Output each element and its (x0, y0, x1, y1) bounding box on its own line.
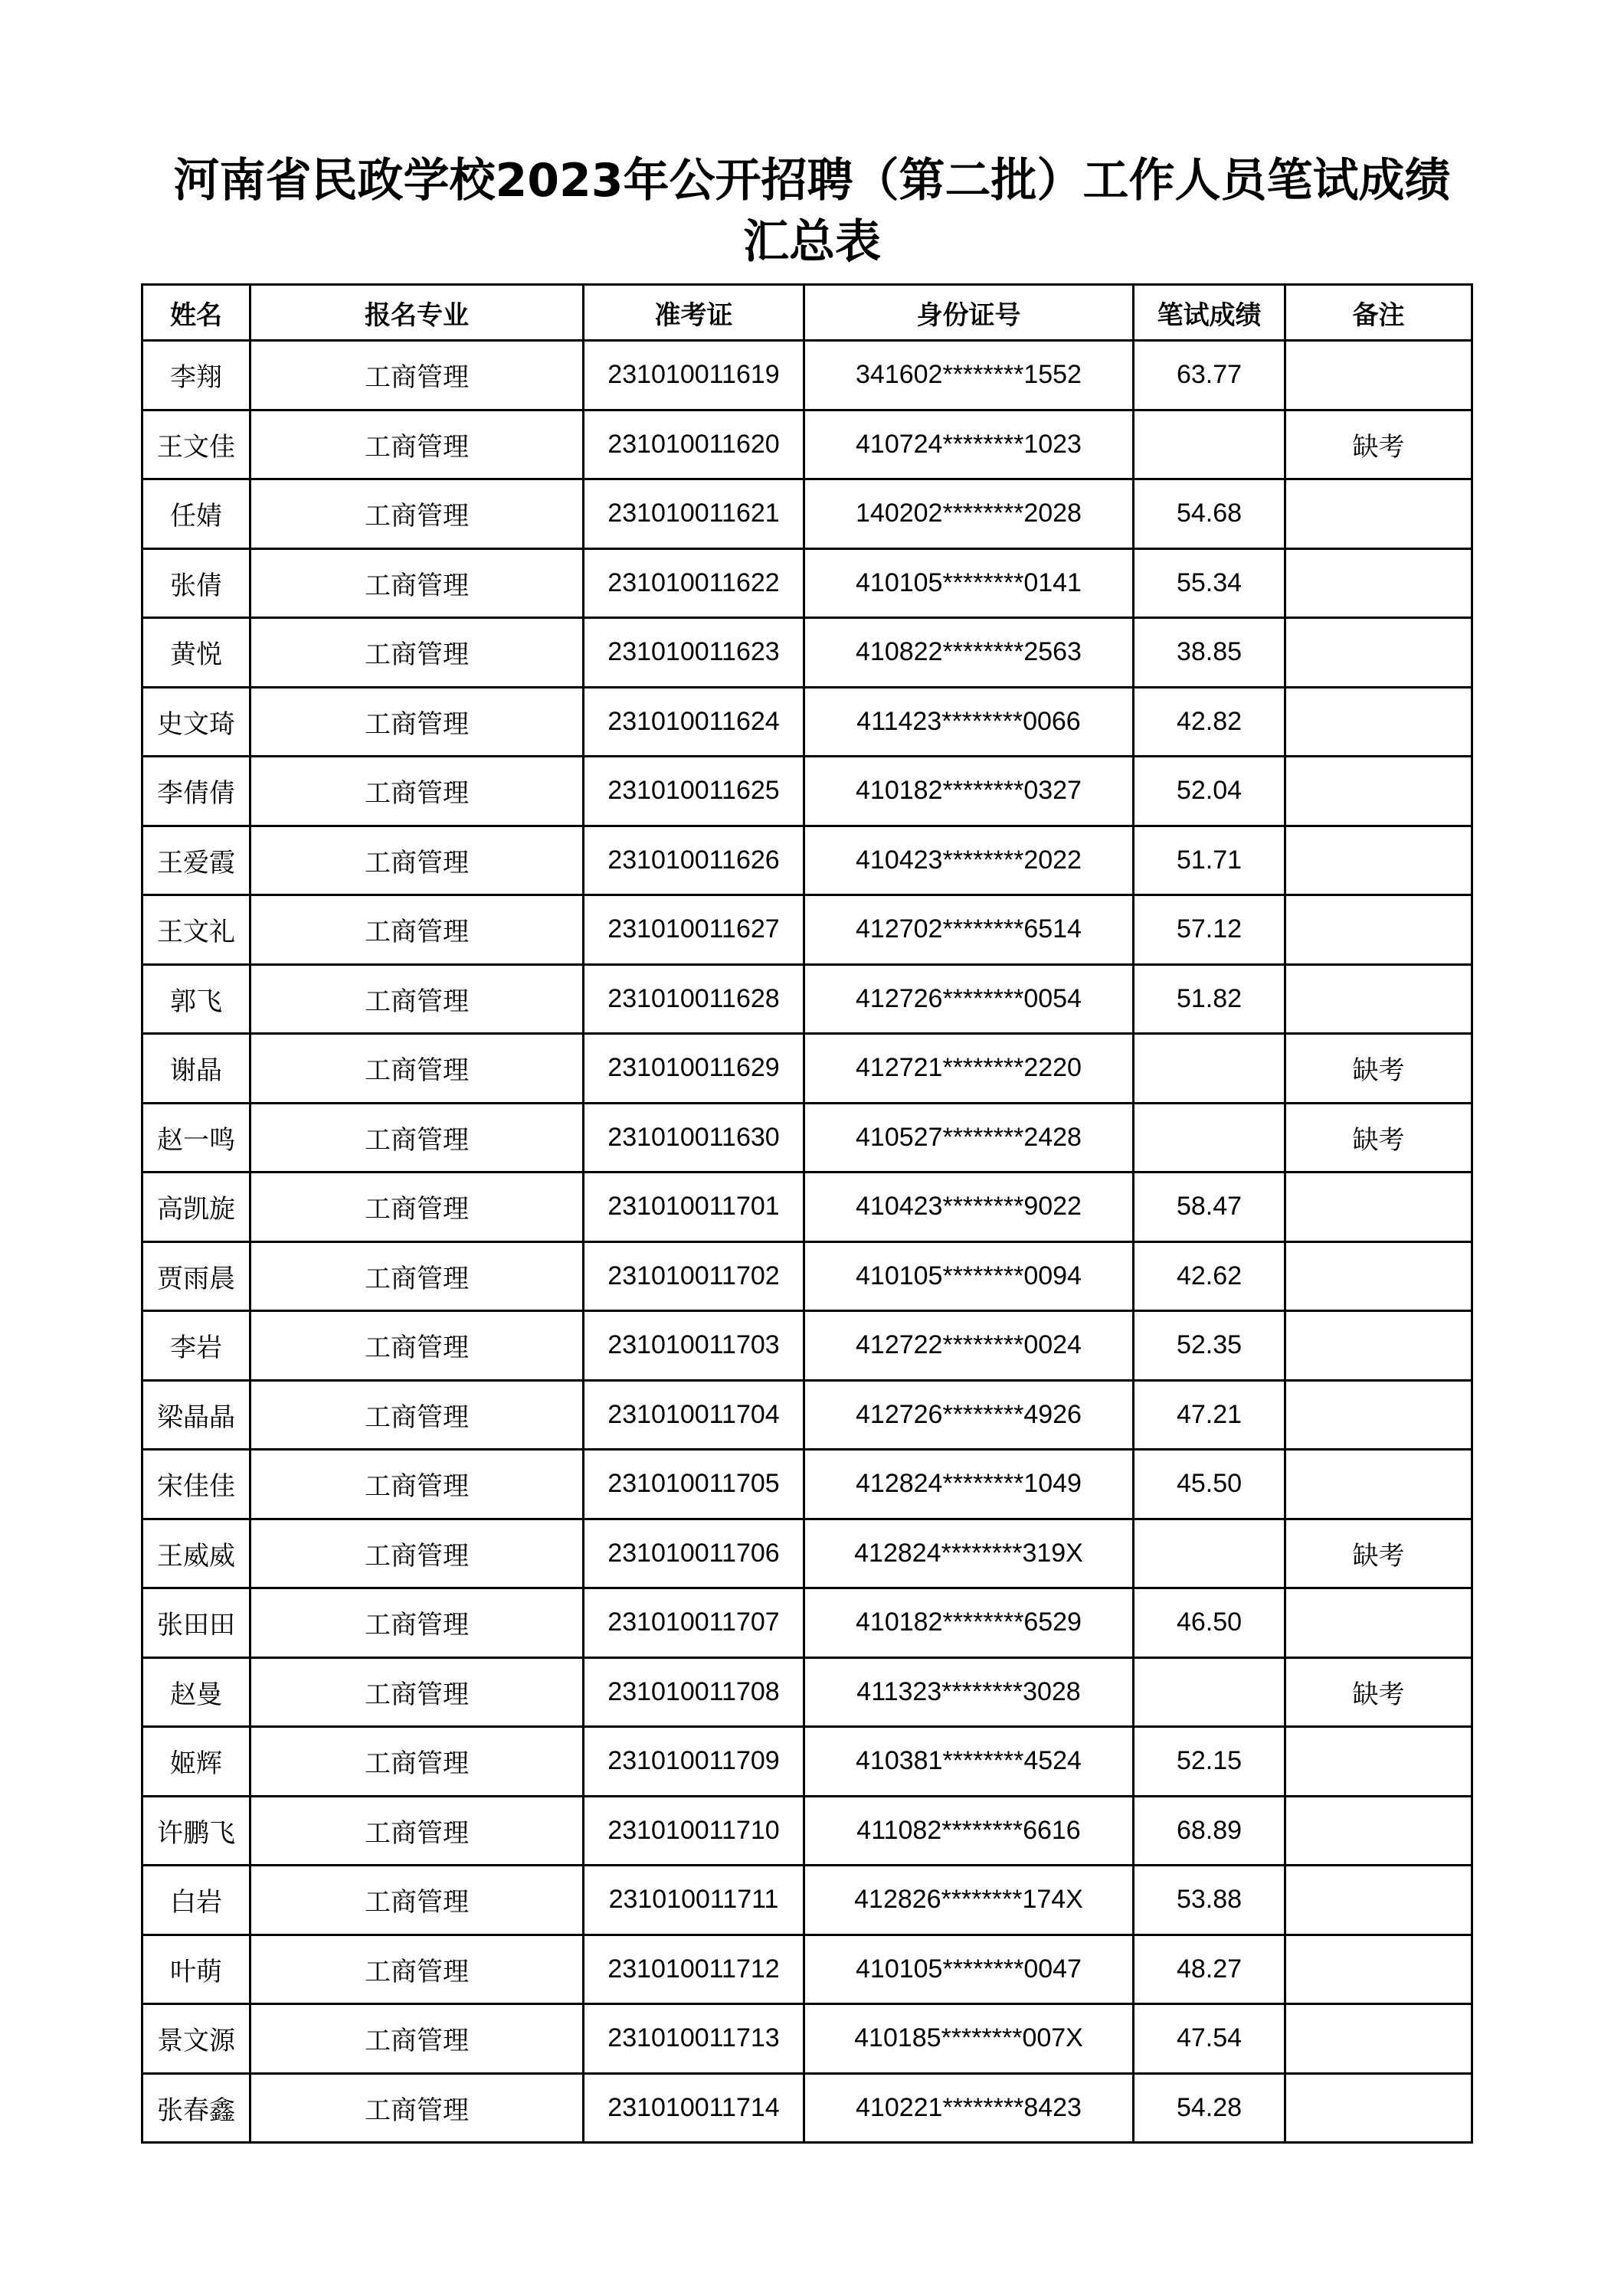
cell-score: 52.04 (1134, 757, 1285, 826)
page-title (0, 150, 1624, 273)
cell-id-number: 412721********2220 (804, 1034, 1134, 1104)
cell-name: 李岩 (142, 1311, 250, 1381)
table-row (142, 687, 1472, 757)
cell-major: 工商管理 (250, 1450, 584, 1519)
cell-id-number: 410105********0141 (804, 548, 1134, 618)
cell-remark (1285, 1241, 1472, 1311)
cell-exam-ticket: 231010011621 (584, 479, 804, 549)
cell-id-number: 412726********0054 (804, 964, 1134, 1034)
table-row (142, 479, 1472, 549)
page-title-line-2: 汇总表 (743, 215, 881, 269)
cell-major: 工商管理 (250, 964, 584, 1034)
cell-exam-ticket: 231010011624 (584, 687, 804, 757)
cell-major: 工商管理 (250, 757, 584, 826)
header-id-number: 身份证号 (804, 285, 1134, 341)
cell-id-number: 411323********3028 (804, 1657, 1134, 1727)
cell-name: 王爱霞 (142, 826, 250, 895)
cell-remark (1285, 1173, 1472, 1242)
header-major: 报名专业 (250, 285, 584, 341)
cell-score: 57.12 (1134, 895, 1285, 965)
cell-id-number: 412824********1049 (804, 1450, 1134, 1519)
cell-remark (1285, 1935, 1472, 2004)
cell-name: 叶萌 (142, 1935, 250, 2004)
cell-major: 工商管理 (250, 618, 584, 688)
table-row (142, 1588, 1472, 1658)
cell-exam-ticket: 231010011711 (584, 1866, 804, 1935)
table-row (142, 2004, 1472, 2074)
cell-score: 52.15 (1134, 1727, 1285, 1797)
cell-exam-ticket: 231010011709 (584, 1727, 804, 1797)
cell-exam-ticket: 231010011628 (584, 964, 804, 1034)
cell-name: 赵曼 (142, 1657, 250, 1727)
cell-remark (1285, 1866, 1472, 1935)
cell-score: 53.88 (1134, 1866, 1285, 1935)
cell-score: 52.35 (1134, 1311, 1285, 1381)
cell-name: 王威威 (142, 1519, 250, 1588)
cell-name: 王文佳 (142, 410, 250, 479)
cell-exam-ticket: 231010011629 (584, 1034, 804, 1104)
cell-score: 47.54 (1134, 2004, 1285, 2074)
cell-remark (1285, 757, 1472, 826)
cell-major: 工商管理 (250, 1241, 584, 1311)
cell-remark (1285, 2073, 1472, 2143)
cell-name: 高凯旋 (142, 1173, 250, 1242)
table-row (142, 1519, 1472, 1588)
cell-name: 谢晶 (142, 1034, 250, 1104)
cell-score (1134, 1519, 1285, 1588)
cell-score: 55.34 (1134, 548, 1285, 618)
cell-remark (1285, 2004, 1472, 2074)
cell-exam-ticket: 231010011702 (584, 1241, 804, 1311)
table-row (142, 1173, 1472, 1242)
cell-major: 工商管理 (250, 2004, 584, 2074)
cell-name: 李翔 (142, 341, 250, 410)
cell-exam-ticket: 231010011701 (584, 1173, 804, 1242)
cell-exam-ticket: 231010011627 (584, 895, 804, 965)
table-row (142, 1034, 1472, 1104)
cell-id-number: 410221********8423 (804, 2073, 1134, 2143)
cell-remark (1285, 1450, 1472, 1519)
cell-name: 姬辉 (142, 1727, 250, 1797)
header-exam-ticket: 准考证 (584, 285, 804, 341)
cell-exam-ticket: 231010011708 (584, 1657, 804, 1727)
cell-score: 46.50 (1134, 1588, 1285, 1658)
cell-score: 42.62 (1134, 1241, 1285, 1311)
cell-id-number: 411423********0066 (804, 687, 1134, 757)
cell-exam-ticket: 231010011710 (584, 1796, 804, 1866)
cell-name: 王文礼 (142, 895, 250, 965)
cell-exam-ticket: 231010011706 (584, 1519, 804, 1588)
cell-id-number: 140202********2028 (804, 479, 1134, 549)
cell-major: 工商管理 (250, 410, 584, 479)
table-row (142, 826, 1472, 895)
cell-id-number: 410182********6529 (804, 1588, 1134, 1658)
cell-major: 工商管理 (250, 1796, 584, 1866)
cell-major: 工商管理 (250, 1866, 584, 1935)
header-remark: 备注 (1285, 285, 1472, 341)
cell-id-number: 412702********6514 (804, 895, 1134, 965)
cell-name: 黄悦 (142, 618, 250, 688)
cell-score: 48.27 (1134, 1935, 1285, 2004)
table-row (142, 1796, 1472, 1866)
cell-id-number: 410381********4524 (804, 1727, 1134, 1797)
cell-score: 68.89 (1134, 1796, 1285, 1866)
cell-exam-ticket: 231010011714 (584, 2073, 804, 2143)
table-row (142, 1935, 1472, 2004)
table-row (142, 1866, 1472, 1935)
table-row (142, 1657, 1472, 1727)
table-row (142, 964, 1472, 1034)
table-row (142, 1450, 1472, 1519)
cell-major: 工商管理 (250, 1311, 584, 1381)
table-row (142, 2073, 1472, 2143)
cell-remark (1285, 1588, 1472, 1658)
cell-remark: 缺考 (1285, 1657, 1472, 1727)
cell-id-number: 411082********6616 (804, 1796, 1134, 1866)
cell-major: 工商管理 (250, 1657, 584, 1727)
cell-id-number: 341602********1552 (804, 341, 1134, 410)
cell-name: 张倩 (142, 548, 250, 618)
cell-id-number: 410423********2022 (804, 826, 1134, 895)
cell-score: 47.21 (1134, 1380, 1285, 1450)
cell-exam-ticket: 231010011620 (584, 410, 804, 479)
header-name: 姓名 (142, 285, 250, 341)
cell-major: 工商管理 (250, 687, 584, 757)
table-row (142, 895, 1472, 965)
table-row (142, 410, 1472, 479)
cell-name: 许鹏飞 (142, 1796, 250, 1866)
cell-major: 工商管理 (250, 548, 584, 618)
cell-major: 工商管理 (250, 2073, 584, 2143)
cell-exam-ticket: 231010011704 (584, 1380, 804, 1450)
cell-remark: 缺考 (1285, 410, 1472, 479)
cell-remark (1285, 1380, 1472, 1450)
cell-name: 梁晶晶 (142, 1380, 250, 1450)
cell-id-number: 410822********2563 (804, 618, 1134, 688)
cell-id-number: 412726********4926 (804, 1380, 1134, 1450)
cell-major: 工商管理 (250, 895, 584, 965)
cell-exam-ticket: 231010011625 (584, 757, 804, 826)
cell-id-number: 410185********007X (804, 2004, 1134, 2074)
table-row (142, 548, 1472, 618)
cell-exam-ticket: 231010011623 (584, 618, 804, 688)
cell-major: 工商管理 (250, 1588, 584, 1658)
table-row (142, 1103, 1472, 1173)
table-header-row (142, 285, 1472, 341)
table-row (142, 618, 1472, 688)
cell-remark (1285, 341, 1472, 410)
cell-id-number: 412722********0024 (804, 1311, 1134, 1381)
score-table-body (142, 341, 1472, 2143)
cell-remark (1285, 687, 1472, 757)
cell-id-number: 410724********1023 (804, 410, 1134, 479)
cell-exam-ticket: 231010011712 (584, 1935, 804, 2004)
table-row (142, 1380, 1472, 1450)
cell-id-number: 412824********319X (804, 1519, 1134, 1588)
cell-major: 工商管理 (250, 1173, 584, 1242)
cell-remark: 缺考 (1285, 1103, 1472, 1173)
cell-major: 工商管理 (250, 479, 584, 549)
cell-score: 63.77 (1134, 341, 1285, 410)
cell-major: 工商管理 (250, 1727, 584, 1797)
cell-exam-ticket: 231010011626 (584, 826, 804, 895)
cell-exam-ticket: 231010011707 (584, 1588, 804, 1658)
cell-remark (1285, 548, 1472, 618)
cell-score: 58.47 (1134, 1173, 1285, 1242)
header-score: 笔试成绩 (1134, 285, 1285, 341)
cell-major: 工商管理 (250, 1519, 584, 1588)
cell-score: 54.68 (1134, 479, 1285, 549)
cell-id-number: 410105********0047 (804, 1935, 1134, 2004)
table-row (142, 1727, 1472, 1797)
cell-score: 51.82 (1134, 964, 1285, 1034)
cell-remark (1285, 1796, 1472, 1866)
cell-score (1134, 1034, 1285, 1104)
cell-major: 工商管理 (250, 341, 584, 410)
cell-score (1134, 1103, 1285, 1173)
cell-exam-ticket: 231010011705 (584, 1450, 804, 1519)
cell-name: 史文琦 (142, 687, 250, 757)
cell-remark (1285, 895, 1472, 965)
cell-major: 工商管理 (250, 1103, 584, 1173)
cell-remark (1285, 826, 1472, 895)
cell-major: 工商管理 (250, 1034, 584, 1104)
cell-name: 景文源 (142, 2004, 250, 2074)
cell-exam-ticket: 231010011630 (584, 1103, 804, 1173)
table-row (142, 1241, 1472, 1311)
cell-id-number: 412826********174X (804, 1866, 1134, 1935)
score-table (141, 283, 1473, 2144)
cell-remark (1285, 618, 1472, 688)
cell-exam-ticket: 231010011622 (584, 548, 804, 618)
page-title-line-1: 河南省民政学校2023年公开招聘（第二批）工作人员笔试成绩 (173, 154, 1451, 208)
cell-major: 工商管理 (250, 1935, 584, 2004)
cell-remark (1285, 964, 1472, 1034)
table-row (142, 757, 1472, 826)
cell-name: 李倩倩 (142, 757, 250, 826)
cell-remark (1285, 1311, 1472, 1381)
cell-name: 张田田 (142, 1588, 250, 1658)
cell-score: 38.85 (1134, 618, 1285, 688)
cell-major: 工商管理 (250, 826, 584, 895)
cell-name: 白岩 (142, 1866, 250, 1935)
cell-score (1134, 410, 1285, 479)
cell-remark: 缺考 (1285, 1519, 1472, 1588)
cell-score: 54.28 (1134, 2073, 1285, 2143)
cell-id-number: 410105********0094 (804, 1241, 1134, 1311)
table-row (142, 1311, 1472, 1381)
cell-name: 张春鑫 (142, 2073, 250, 2143)
cell-name: 赵一鸣 (142, 1103, 250, 1173)
cell-score (1134, 1657, 1285, 1727)
cell-major: 工商管理 (250, 1380, 584, 1450)
cell-exam-ticket: 231010011703 (584, 1311, 804, 1381)
cell-name: 贾雨晨 (142, 1241, 250, 1311)
cell-score: 45.50 (1134, 1450, 1285, 1519)
cell-exam-ticket: 231010011619 (584, 341, 804, 410)
cell-name: 郭飞 (142, 964, 250, 1034)
cell-name: 宋佳佳 (142, 1450, 250, 1519)
cell-score: 51.71 (1134, 826, 1285, 895)
cell-score: 42.82 (1134, 687, 1285, 757)
cell-remark: 缺考 (1285, 1034, 1472, 1104)
cell-exam-ticket: 231010011713 (584, 2004, 804, 2074)
cell-id-number: 410527********2428 (804, 1103, 1134, 1173)
cell-name: 任婧 (142, 479, 250, 549)
cell-id-number: 410423********9022 (804, 1173, 1134, 1242)
cell-id-number: 410182********0327 (804, 757, 1134, 826)
table-row (142, 341, 1472, 410)
cell-remark (1285, 479, 1472, 549)
cell-remark (1285, 1727, 1472, 1797)
